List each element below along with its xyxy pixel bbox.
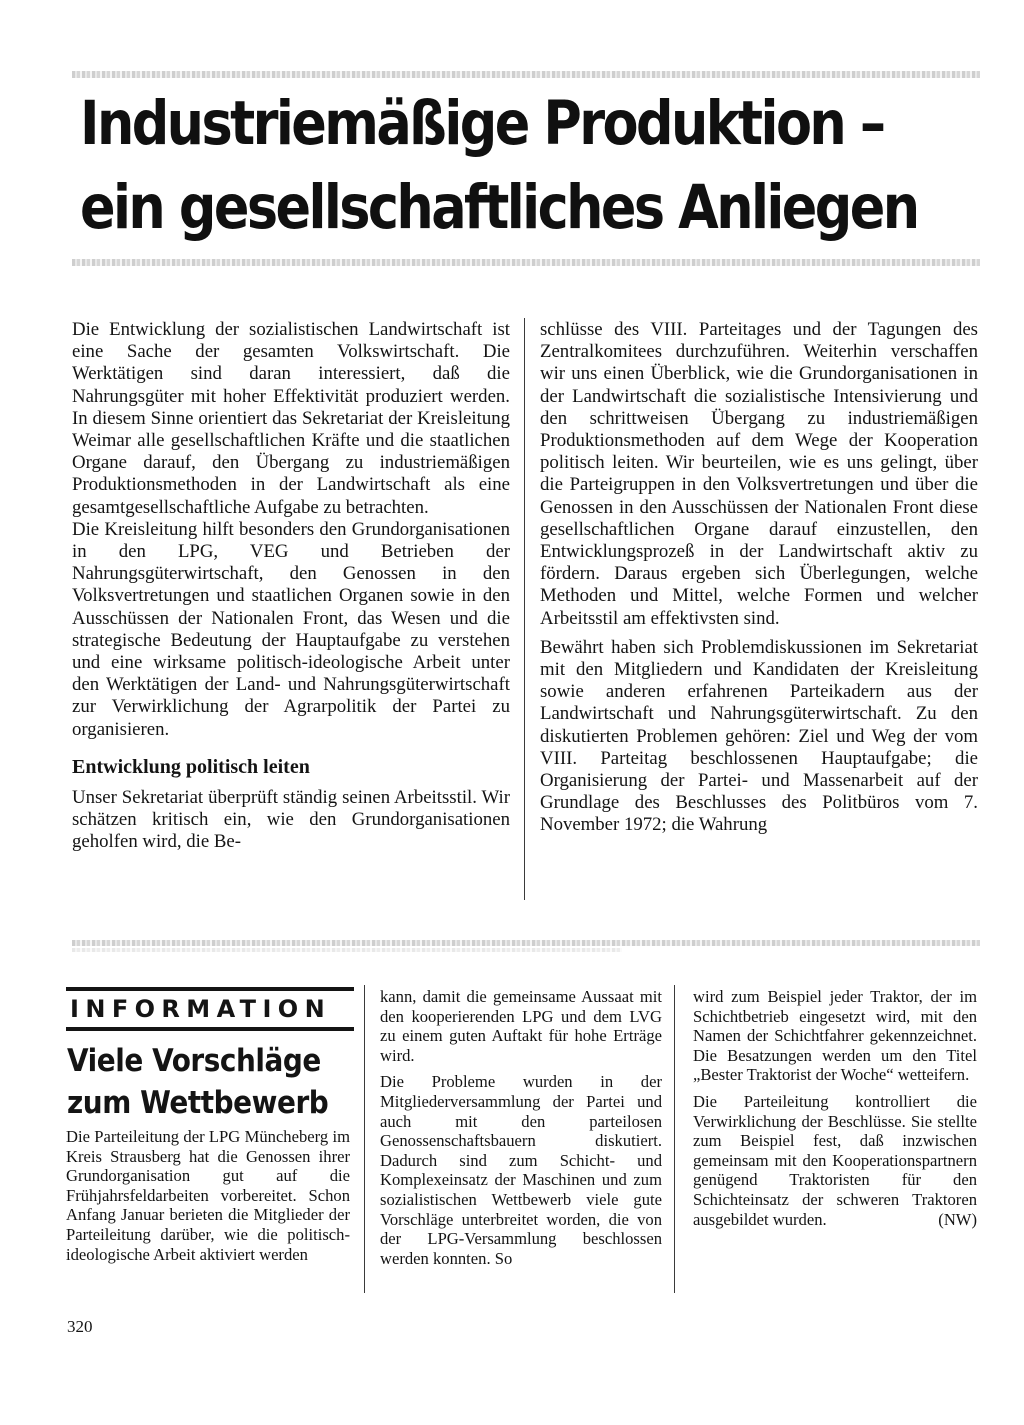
column-divider bbox=[674, 985, 675, 1293]
headline bbox=[80, 82, 918, 250]
article-paragraph: Unser Sekretariat überprüft ständig seinen Arbeitsstil. Wir schätzen kritisch ein, wie den Grundorganisationen geholfen wird, die Be- bbox=[72, 786, 510, 853]
information-paragraph-text: Die Parteileitung kontrolliert die Verwirklichung der Beschlüsse. Sie stellte zum Beispiel fest, daß inzwischen gemeinsam mit den Kooperationspartnern genügend Traktoristen für den Schichteinsatz der schweren Traktoren ausgebildet wurden. bbox=[693, 1091, 977, 1229]
information-paragraph bbox=[693, 1092, 977, 1229]
decorative-rule-top bbox=[72, 71, 980, 78]
column-divider bbox=[364, 985, 365, 1293]
decorative-rule-section-break-shadow bbox=[72, 948, 622, 952]
information-label: INFORMATION bbox=[70, 995, 332, 1023]
information-paragraph: kann, damit die gemeinsame Aussaat mit den kooperierenden LPG und dem LVG zu einem guten Auftakt für hohe Erträge wird. bbox=[380, 987, 662, 1065]
column-divider bbox=[524, 318, 525, 900]
information-column-1 bbox=[66, 1127, 350, 1264]
article-paragraph: Die Kreisleitung hilft besonders den Grundorganisationen in den LPG, VEG und Betrieben der Nahrungsgüterwirtschaft, den Genossen in den Volksvertretungen und staatlichen Organen sowie in den Ausschüssen der Nationalen Front, das Wesen und die strategische Bedeutung der Hauptaufgabe zu verstehen und eine wirksame politisch-ideologische Arbeit unter den Werktätigen der Land- und Nahrungsgüterwirtschaft zur Verwirklichung der Agrarpolitik der Partei zu organisieren. bbox=[72, 518, 510, 740]
information-label-box bbox=[66, 987, 354, 1031]
article-paragraph: Die Entwicklung der sozialistischen Landwirtschaft ist eine Sache der gesamten Volkswirtschaft. Die Werktätigen sind daran interessiert, daß die Nahrungsgüter mit hoher Effektivität produziert werden. In diesem Sinne orientiert das Sekretariat der Kreisleitung Weimar alle gesellschaftlichen Kräfte und die staatlichen Organe darauf, den Übergang zu industriemäßigen Produktionsmethoden in der Landwirtschaft als eine gesamtgesellschaftliche Aufgabe zu betrachten. bbox=[72, 319, 510, 518]
headline-line-2: ein gesellschaftliches Anliegen bbox=[80, 172, 918, 243]
page-number: 320 bbox=[67, 1317, 93, 1336]
information-paragraph: Die Probleme wurden in der Mitgliederversammlung der Partei und auch mit den parteilosen Genossenschaftsbauern diskutiert. Dadurch sind zum Schicht- und Komplexeinsatz der Maschinen und zum sozialistischen Wettbewerb viele gute Vorschläge unterbreitet worden, die von der LPG-Versammlung beschlossen werden konnten. So bbox=[380, 1072, 662, 1268]
information-title-line-1: Viele Vorschläge bbox=[67, 1043, 321, 1079]
decorative-rule-under-headline bbox=[72, 259, 980, 266]
information-title bbox=[67, 1040, 355, 1124]
headline-line-1: Industriemäßige Produktion – bbox=[80, 88, 884, 159]
information-column-3 bbox=[693, 987, 977, 1229]
decorative-rule-section-break bbox=[72, 940, 980, 946]
information-title-line-2: zum Wettbewerb bbox=[67, 1085, 329, 1121]
information-paragraph: Die Parteileitung der LPG Müncheberg im Kreis Strausberg hat die Genossen ihrer Grundorganisation gut auf die Frühjahrsfeldarbeiten vorbereitet. Schon Anfang Januar berieten die Mitglieder der Parteileitung darüber, wie die politisch-ideologische Arbeit aktiviert werden bbox=[66, 1127, 350, 1264]
article-paragraph: schlüsse des VIII. Parteitages und der Tagungen des Zentralkomitees durchzuführen. Weiterhin verschaffen wir uns einen Überblick, wie die Grundorganisationen in der Landwirtschaft die sozialistische Intensivierung und den schrittweisen Übergang zu industriemäßigen Produktionsmethoden auf dem Wege der Kooperation politisch leiten. Wir beurteilen, wie es uns gelingt, über die Parteigruppen in den Volksvertretungen und über die Genossen in den Ausschüssen der Nationalen Front diese gesellschaftlichen Organe darauf einzustellen, den Entwicklungsprozeß in der Landwirtschaft aktiv zu fördern. Daraus ergeben sich Überlegungen, welche Methoden und Mittel, welche Formen und welcher Arbeitsstil am effektivsten sind. bbox=[540, 319, 978, 629]
information-column-2 bbox=[380, 987, 662, 1268]
author-signature: (NW) bbox=[938, 1209, 977, 1229]
article-column-2 bbox=[540, 319, 978, 837]
article-column-1 bbox=[72, 319, 510, 853]
article-subheading: Entwicklung politisch leiten bbox=[72, 755, 310, 778]
information-paragraph: wird zum Beispiel jeder Traktor, der im Schichtbetrieb eingesetzt wird, mit den Namen der Schichtfahrer gekennzeichnet. Die Besatzungen werden um den Titel „Bester Traktorist der Woche“ wetteifern. bbox=[693, 987, 977, 1085]
article-paragraph: Bewährt haben sich Problemdiskussionen im Sekretariat mit den Mitgliedern und Kandidaten der Kreisleitung sowie anderen erfahrenen Parteikadern aus der Landwirtschaft und Nahrungsgüterwirtschaft. Zu den diskutierten Problemen gehören: Ziel und Weg der vom VIII. Parteitag beschlossenen Hauptaufgabe; die Organisierung der Partei- und Massenarbeit auf der Grundlage des Beschlusses des Politbüros vom 7. November 1972; die Wahrung bbox=[540, 636, 978, 836]
